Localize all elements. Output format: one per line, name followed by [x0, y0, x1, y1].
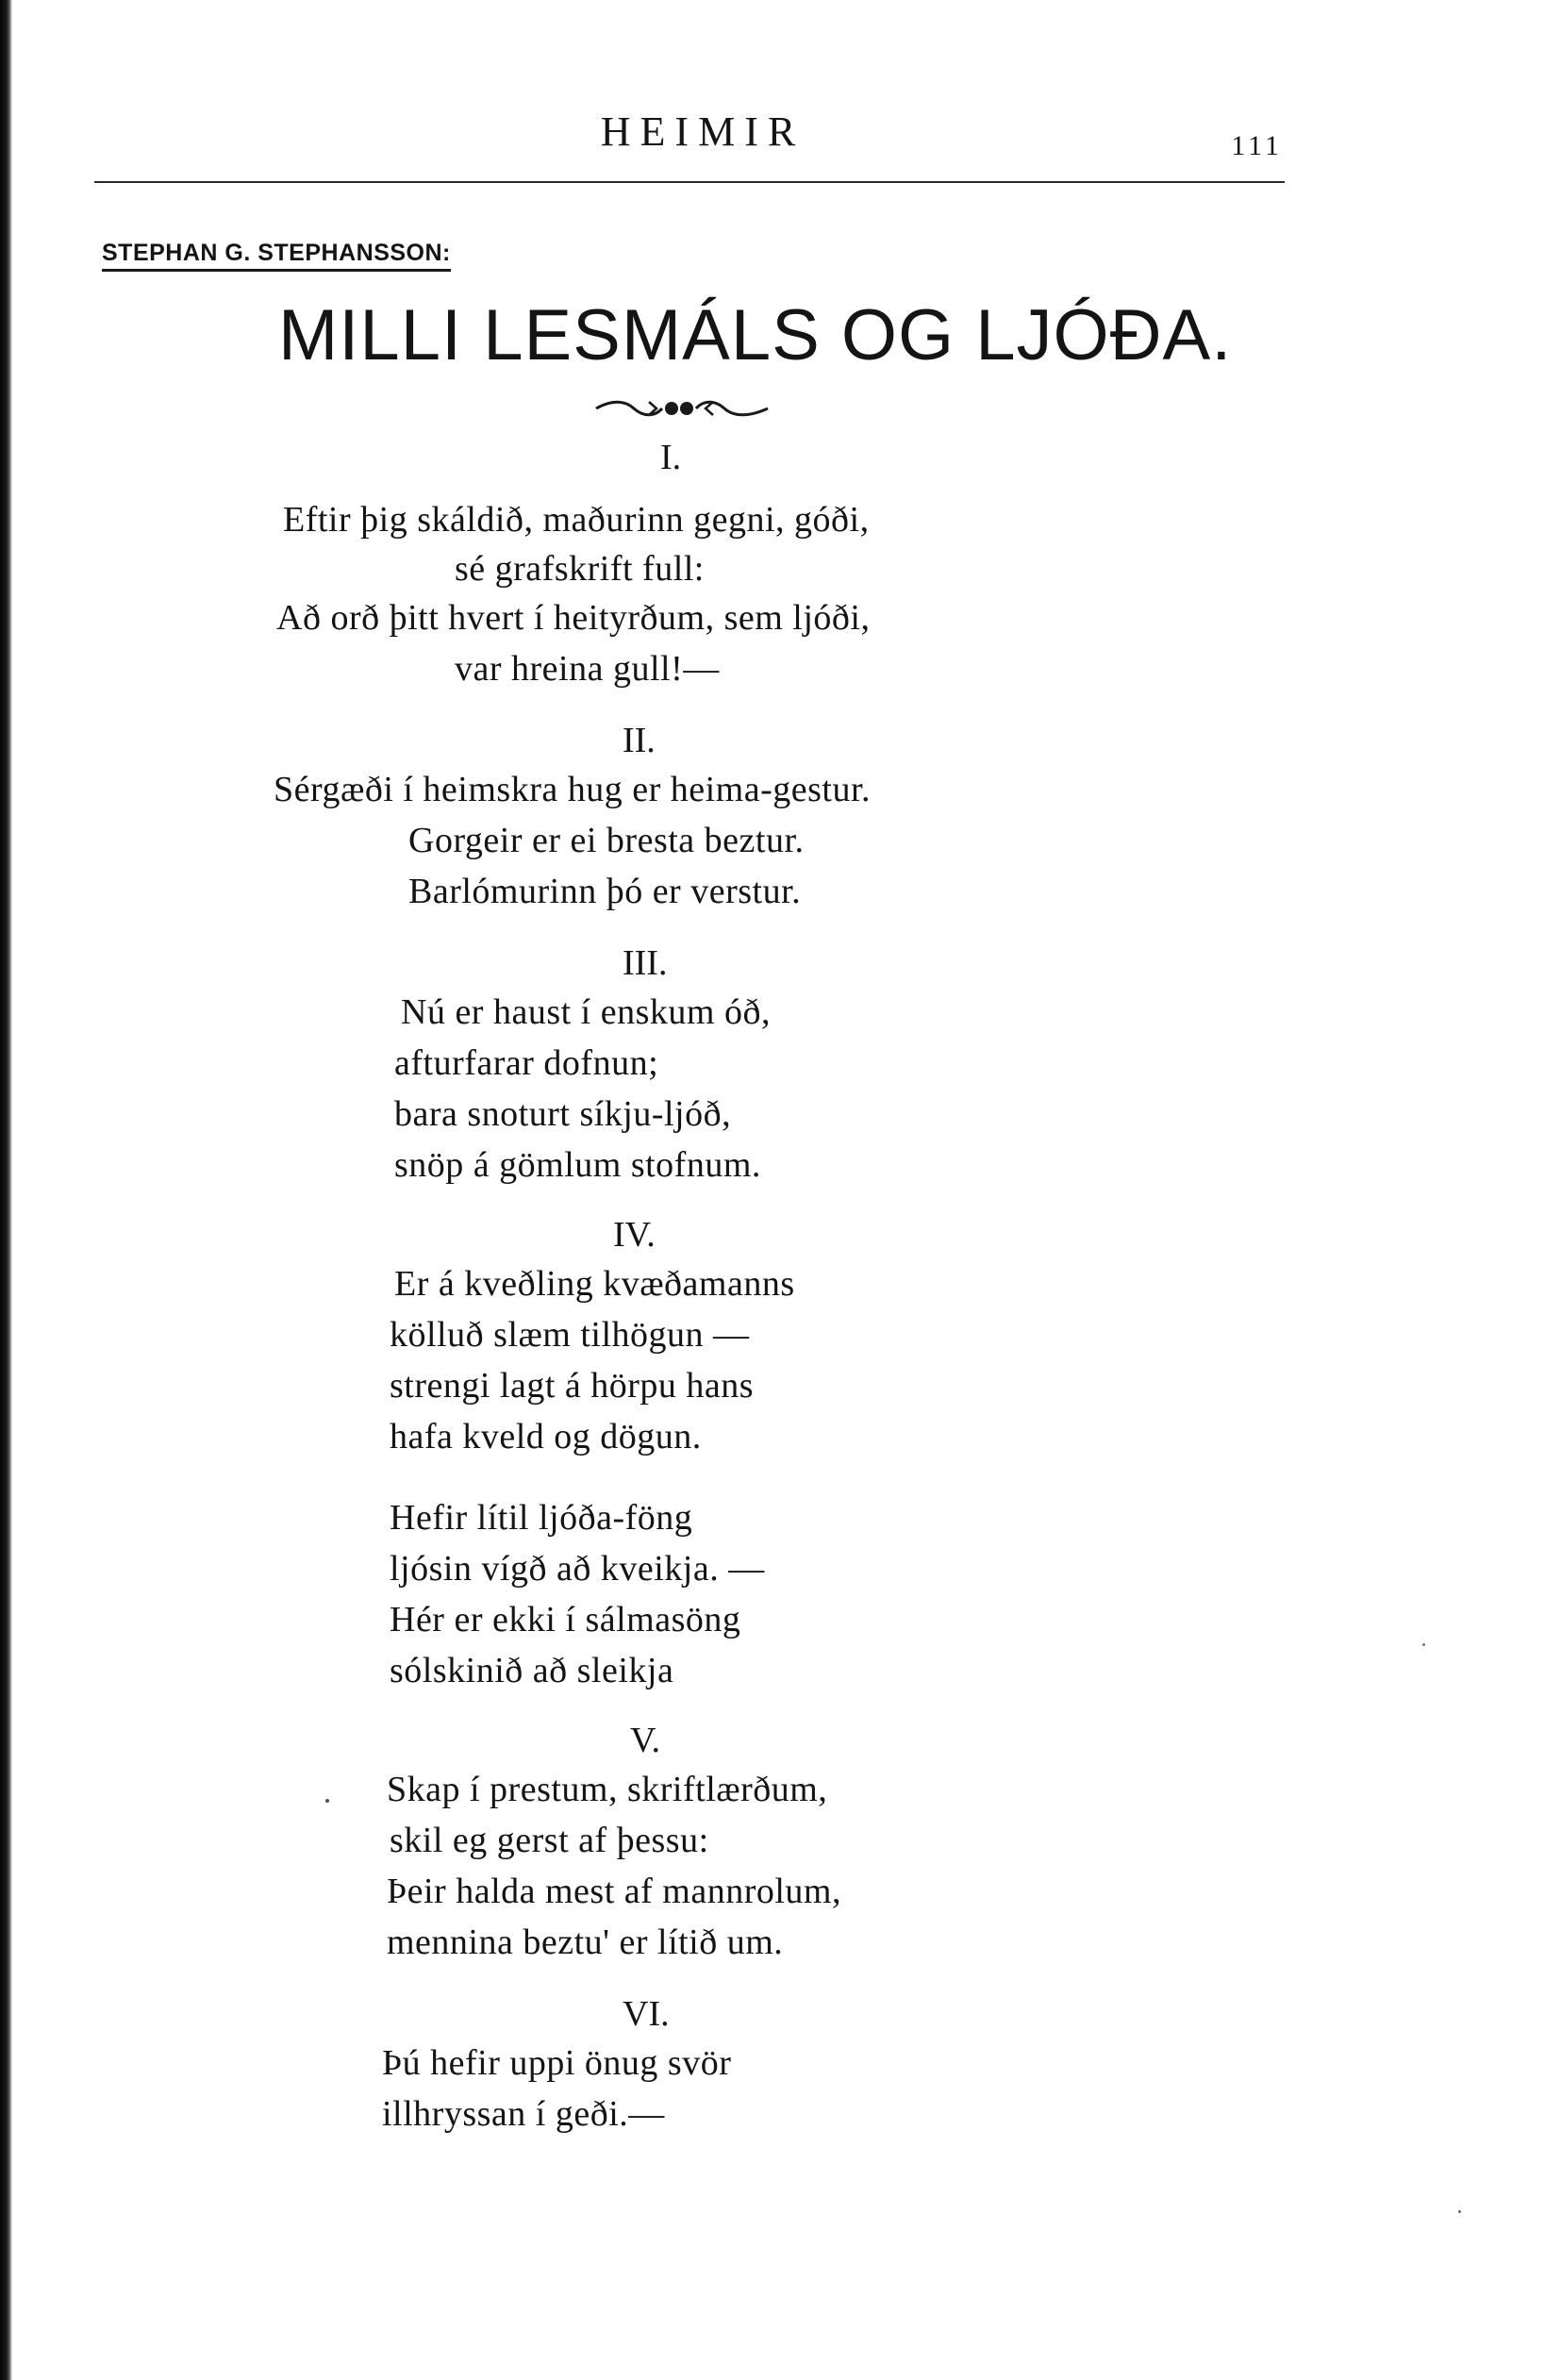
verse-line: Eftir þig skáldið, maðurinn gegni, góði,: [283, 500, 870, 540]
decorative-flourish-icon: [592, 396, 772, 421]
page-number: 111: [1231, 130, 1283, 161]
verse-line: skil eg gerst af þessu:: [390, 1821, 709, 1860]
verse-line: bara snoturt síkju-ljóð,: [394, 1094, 732, 1134]
author-byline: STEPHAN G. STEPHANSSON:: [102, 241, 451, 272]
verse-line: snöp á gömlum stofnum.: [394, 1145, 761, 1185]
poem-title: MILLI LESMÁLS OG LJÓÐA.: [278, 295, 1233, 375]
section-numeral: I.: [660, 438, 682, 477]
verse-line: Gorgeir er ei bresta beztur.: [408, 821, 805, 860]
verse-line: Skap í prestum, skriftlærðum,: [387, 1770, 828, 1809]
header-rule: [94, 181, 1285, 183]
verse-line: ljósin vígð að kveikja. —: [390, 1549, 765, 1589]
verse-line: sé grafskrift full:: [455, 549, 705, 589]
verse-line: strengi lagt á hörpu hans: [390, 1366, 755, 1406]
verse-line: Þú hefir uppi önug svör: [382, 2043, 732, 2083]
verse-line: Þeir halda mest af mannrolum,: [387, 1872, 841, 1911]
section-numeral: II.: [623, 721, 656, 760]
scan-speck: [325, 1799, 329, 1803]
verse-line: Nú er haust í enskum óð,: [401, 992, 771, 1032]
verse-line: Er á kveðling kvæðamanns: [394, 1264, 795, 1304]
section-numeral: VI.: [623, 1994, 670, 2034]
verse-line: Barlómurinn þó er verstur.: [408, 872, 802, 911]
verse-line: Hefir lítil ljóða-föng: [390, 1498, 693, 1538]
section-numeral: III.: [623, 943, 668, 983]
binding-edge: [0, 0, 12, 2380]
verse-line: Hér er ekki í sálmasöng: [390, 1600, 741, 1639]
verse-line: illhryssan í geði.—: [382, 2094, 665, 2134]
verse-line: Að orð þitt hvert í heityrðum, sem ljóði,: [276, 598, 871, 638]
verse-line: afturfarar dofnun;: [394, 1043, 659, 1083]
verse-line: Sérgæði í heimskra hug er heima-gestur.: [274, 770, 872, 809]
verse-line: hafa kveld og dögun.: [390, 1417, 702, 1456]
running-head: HEIMIR: [600, 108, 806, 155]
scan-speck: [1422, 1643, 1425, 1646]
verse-line: var hreina gull!—: [455, 649, 720, 689]
verse-line: kölluð slæm tilhögun —: [390, 1315, 750, 1355]
scan-speck: [1458, 2210, 1461, 2213]
verse-line: sólskinið að sleikja: [390, 1651, 674, 1690]
section-numeral: IV.: [613, 1215, 656, 1255]
section-numeral: V.: [630, 1721, 661, 1760]
verse-line: mennina beztu' er lítið um.: [387, 1922, 784, 1962]
